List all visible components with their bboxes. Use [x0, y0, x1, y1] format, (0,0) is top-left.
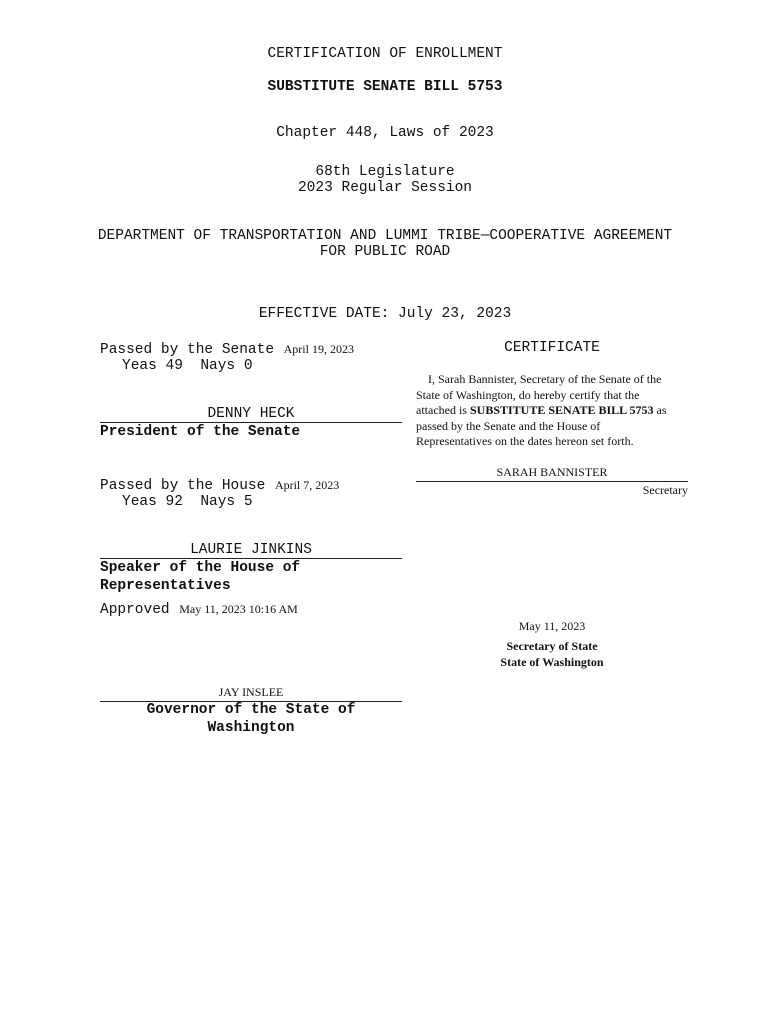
certificate-line-4: passed by the Senate and the House of — [416, 418, 601, 433]
filing-title-line-2: State of Washington — [500, 655, 604, 669]
senate-passed-date: April 19, 2023 — [283, 342, 354, 356]
senate-signer: DENNY HECK — [100, 406, 402, 423]
session-line: 2023 Regular Session — [297, 180, 473, 196]
certificate-bill-name: SUBSTITUTE SENATE BILL 5753 — [469, 403, 654, 417]
house-votes: Yeas 92 Nays 5 — [122, 494, 253, 510]
senate-votes: Yeas 49 Nays 0 — [122, 358, 253, 374]
filing-date: May 11, 2023 — [518, 619, 586, 633]
effective-date: EFFECTIVE DATE: July 23, 2023 — [258, 306, 512, 322]
house-passage — [100, 476, 402, 494]
certificate-line-1: I, Sarah Bannister, Secretary of the Senate of the — [428, 372, 662, 386]
filing-title-line-1: Secretary of State — [506, 639, 598, 653]
approval-datetime: May 11, 2023 10:16 AM — [179, 602, 298, 616]
certificate-line-5: Representatives on the dates hereon set forth. — [416, 434, 634, 448]
house-passed-label: Passed by the House — [100, 478, 266, 494]
bill-subject-line-1: DEPARTMENT OF TRANSPORTATION AND LUMMI TRIBE—COOPERATIVE AGREEMENT — [97, 228, 673, 244]
approval-label: Approved — [100, 602, 170, 618]
bill-title: SUBSTITUTE SENATE BILL 5753 — [267, 79, 503, 95]
bill-subject-line-2: FOR PUBLIC ROAD — [319, 244, 451, 260]
certificate-line-2: State of Washington, do hereby certify that the — [416, 387, 640, 402]
certificate-line-3-prefix: attached is — [416, 403, 470, 417]
house-passed-date: April 7, 2023 — [274, 478, 340, 492]
senate-passed-label: Passed by the Senate — [100, 342, 275, 358]
certification-title: CERTIFICATION OF ENROLLMENT — [267, 46, 503, 62]
certificate-signer-title: Secretary — [642, 483, 688, 497]
house-signer-title-line-1: Speaker of the House of — [100, 560, 301, 576]
legislature-line: 68th Legislature — [315, 164, 455, 180]
governor-title-line-1: Governor of the State of — [146, 702, 356, 718]
house-signer-title-line-2: Representatives — [100, 578, 231, 594]
house-signer: LAURIE JINKINS — [100, 542, 402, 559]
governor-signer: JAY INSLEE — [100, 685, 402, 702]
senate-passage — [100, 340, 402, 358]
chapter-line: Chapter 448, Laws of 2023 — [276, 125, 494, 141]
senate-signer-title: President of the Senate — [100, 424, 301, 440]
approval — [100, 600, 402, 618]
certificate-signer: SARAH BANNISTER — [416, 465, 688, 482]
certificate-line-3-suffix: as — [653, 403, 667, 417]
certificate-body — [416, 372, 688, 450]
governor-title-line-2: Washington — [207, 720, 295, 736]
certificate-heading: CERTIFICATE — [504, 340, 600, 356]
certificate-line-3 — [416, 403, 688, 419]
